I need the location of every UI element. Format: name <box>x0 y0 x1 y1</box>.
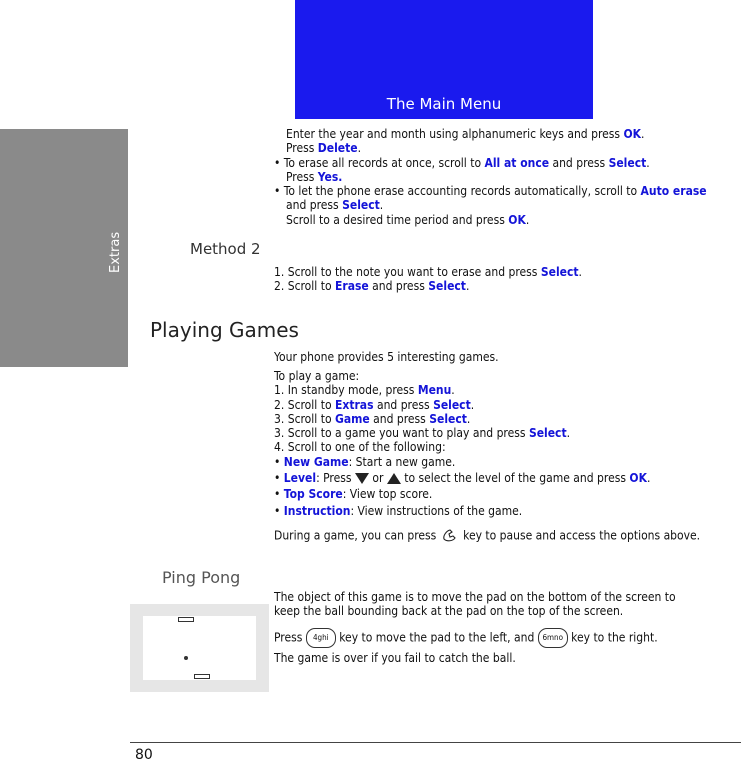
line: 1. In standby mode, press Menu. <box>274 383 455 398</box>
playing-games-heading: Playing Games <box>150 318 299 342</box>
line: • To erase all records at once, scroll to All at once and press Select. <box>274 155 650 170</box>
line: • To let the phone erase accounting records automatically, scroll to Auto erase <box>274 184 707 199</box>
top-instructions <box>286 127 644 156</box>
line: keep the ball bounding back at the pad on the top of the screen. <box>274 604 624 619</box>
line: 1. Scroll to the note you want to erase and press Select. <box>274 265 582 279</box>
ping-pong-screen-illustration <box>130 604 269 692</box>
line: Scroll to a desired time period and press OK. <box>286 212 530 227</box>
main-menu-title: The Main Menu <box>386 95 502 113</box>
ping-pong-game-over: The game is over if you fail to catch the ball. <box>274 651 516 665</box>
method-2-heading: Method 2 <box>190 240 261 258</box>
top-pad-icon <box>178 617 194 622</box>
line: and press Select. <box>286 198 384 213</box>
ping-pong-controls: Press 4ghi key to move the pad to the left, and 6mno key to the right. <box>274 628 658 648</box>
line: Press Delete. <box>286 141 362 156</box>
up-arrow-key-icon <box>387 473 401 484</box>
line: To play a game: <box>274 369 360 383</box>
line: • Top Score: View top score. <box>274 487 433 502</box>
playing-games-steps <box>274 369 650 518</box>
down-arrow-key-icon <box>355 473 369 484</box>
end-call-key-icon <box>440 528 460 544</box>
ball-icon <box>184 656 188 660</box>
during-game-note: During a game, you can press key to pause and access the options above. <box>274 528 701 543</box>
ping-pong-description <box>274 590 676 619</box>
line: 2. Scroll to Erase and press Select. <box>274 279 470 294</box>
bottom-pad-icon <box>194 674 210 679</box>
method-2-steps <box>274 265 582 294</box>
line: 3. Scroll to Game and press Select. <box>274 411 471 426</box>
key-4-icon: 4ghi <box>306 628 336 648</box>
line: The object of this game is to move the pad on the bottom of the screen to <box>274 590 676 604</box>
line: Enter the year and month using alphanumeric keys and press OK. <box>286 127 645 141</box>
game-screen <box>143 616 256 680</box>
line: • Level: Press or to select the level of the game and press OK. <box>274 471 651 486</box>
line: Press Yes. <box>286 169 343 184</box>
top-instructions-bullets <box>274 156 707 227</box>
chapter-sidebar-label: Extras <box>108 231 123 273</box>
playing-games-intro: Your phone provides 5 interesting games. <box>274 350 499 364</box>
page-number: 80 <box>135 747 153 763</box>
line: • New Game: Start a new game. <box>274 454 456 469</box>
line: 3. Scroll to a game you want to play and press Select. <box>274 426 571 441</box>
ping-pong-heading: Ping Pong <box>162 568 241 587</box>
main-menu-screen-image <box>295 0 593 119</box>
line: 4. Scroll to one of the following: <box>274 440 446 455</box>
line: • Instruction: View instructions of the game. <box>274 503 523 518</box>
key-6-icon: 6mno <box>538 628 568 648</box>
line: 2. Scroll to Extras and press Select. <box>274 397 475 412</box>
footer-divider <box>130 742 741 743</box>
